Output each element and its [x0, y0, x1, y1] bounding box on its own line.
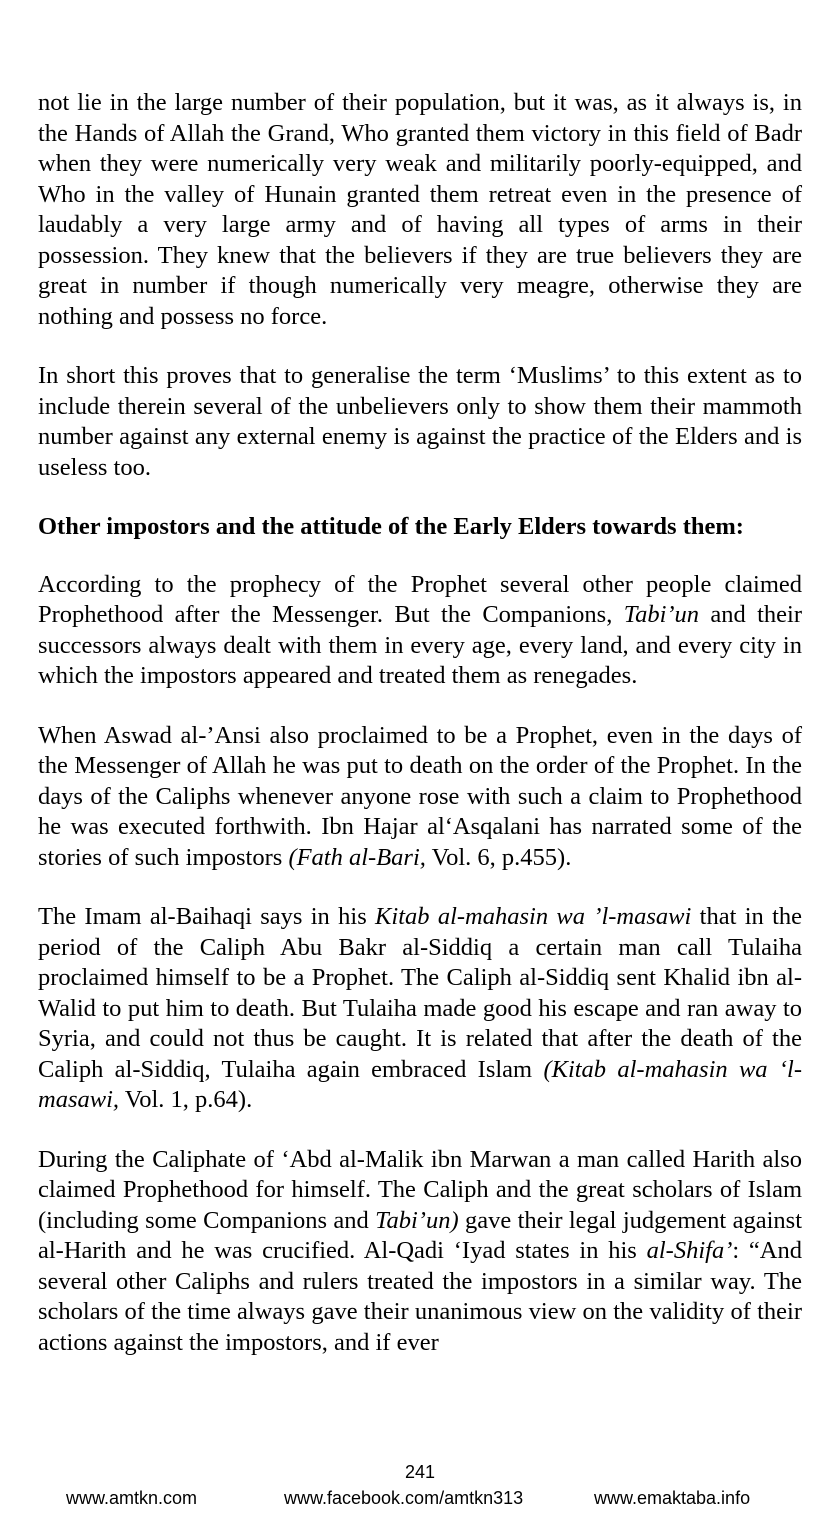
page-body: [38, 88, 802, 1387]
paragraph-3-text-b: and their successors always dealt with them in every age, every land, and every city in which the impostors appeared and treated them as renegades.: [38, 601, 802, 689]
paragraph-5-text-b: that in the period of the Caliph Abu Bakr al-Siddiq a certain man call Tulaiha proclaimed himself to be a Prophet. The Caliph al-Siddiq sent Khalid ibn al-Walid to put him to death. But Tulaiha made good his escape and ran away to Syria, and could not thus be caught. It is related that after the death of the Caliph al-Siddiq, Tulaiha again embraced Islam: [38, 903, 802, 1083]
page-number: 241: [404, 1462, 436, 1482]
paragraph-5: [38, 902, 802, 1116]
paragraph-6: [38, 1145, 802, 1359]
paragraph-3-text-a: According to the prophecy of the Prophet several other people claimed Prophethood after the Messenger. But the Companions,: [38, 570, 802, 628]
paragraph-4-text-b: Vol. 6, p.455).: [425, 843, 572, 871]
footer-link-amtkn[interactable]: www.amtkn.com: [66, 1488, 198, 1508]
paragraph-6-italic-1: Tabi’un): [375, 1206, 459, 1234]
paragraph-2: [38, 361, 802, 483]
footer-link-emaktaba[interactable]: www.emaktaba.info: [594, 1488, 751, 1508]
paragraph-1: [38, 88, 802, 332]
paragraph-6-text-c: : “And several other Caliphs and rulers treated the impostors in a similar way. The scholars of the time always gave their unanimous view on the validity of their actions against the impostors, and if ever: [38, 1237, 803, 1356]
paragraph-3-italic: Tabi’un: [623, 601, 700, 628]
paragraph-6-text-b: gave their legal judgement against al-Harith and he was crucified. Al-Qadi ‘Iyad states in his: [38, 1206, 802, 1264]
paragraph-6-text-a: During the Caliphate of ‘Abd al-Malik ibn Marwan a man called Harith also claimed Prophethood for himself. The Caliph and the great scholars of Islam (including some Companions and: [38, 1145, 802, 1234]
paragraph-3: [38, 570, 802, 692]
paragraph-5-text-c: Vol. 1, p.64).: [119, 1086, 253, 1113]
paragraph-2-text: In short this proves that to generalise the term ‘Muslims’ to this extent as to include therein several of the unbelievers only to show them their mammoth number against any external enemy is against the practice of the Elders and is useless too.: [38, 362, 802, 481]
paragraph-5-italic-1: Kitab al-mahasin wa ’l-masawi: [375, 903, 692, 930]
paragraph-1-text: not lie in the large number of their population, but it was, as it always is, in the Hands of Allah the Grand, Who granted them victory in this field of Badr when they were numerically very weak and militarily poorly-equipped, and Who in the valley of Hunain granted them retreat even in the presence of laudably a very large army and of having all types of arms in their possession. They knew that the believers if they are true believers they are great in number if though numerically very meagre, otherwise they are nothing and possess no force.: [38, 89, 802, 330]
paragraph-6-italic-2: al-Shifa’: [646, 1237, 733, 1264]
section-heading: Other impostors and the attitude of the Early Elders towards them:: [38, 513, 744, 540]
paragraph-5-text-a: The Imam al-Baihaqi says in his: [38, 903, 376, 930]
footer-link-facebook[interactable]: www.facebook.com/amtkn313: [284, 1488, 524, 1508]
paragraph-4-text-a: When Aswad al-’Ansi also proclaimed to be a Prophet, even in the days of the Messenger of Allah he was put to death on the order of the Prophet. In the days of the Caliphs whenever anyone rose with such a claim to Prophethood he was executed forthwith. Ibn Hajar al‘Asqalani has narrated some of the stories of such impostors: [38, 721, 802, 871]
paragraph-4-italic: (Fath al-Bari,: [288, 843, 426, 871]
paragraph-4: [38, 721, 802, 874]
paragraph-5-italic-2: (Kitab al-mahasin wa ‘l-masawi,: [38, 1055, 802, 1113]
